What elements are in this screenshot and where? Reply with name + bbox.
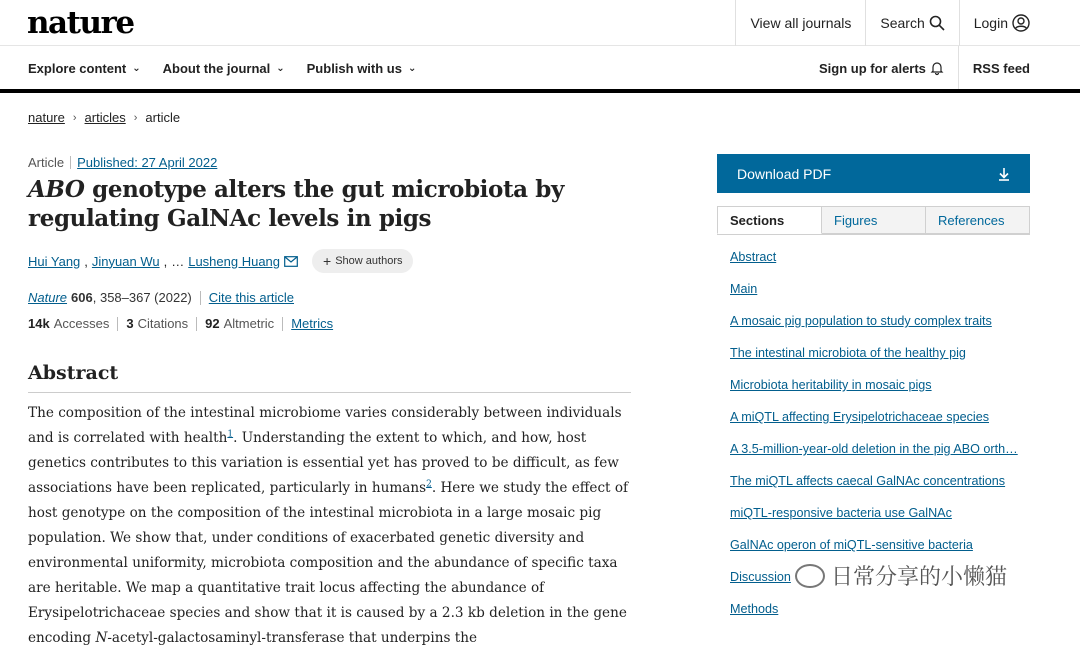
chevron-down-icon: ⌄ xyxy=(132,62,141,74)
breadcrumb xyxy=(28,110,180,125)
article-title xyxy=(28,175,648,233)
top-nav xyxy=(735,0,1080,46)
journal-link[interactable]: Nature xyxy=(28,290,68,305)
login-label: Login xyxy=(973,15,1008,31)
article-type: Article xyxy=(28,155,65,170)
abstract-part: . Understanding the extent to which, and how, host genetics contributes to this variation is essential yet has proved to be difficult, as few associations have been replicated, particularly in humans xyxy=(28,430,619,496)
section-link[interactable]: Main xyxy=(730,282,758,296)
pages: , 358–367 (2022) xyxy=(92,290,192,305)
author-link[interactable]: Hui Yang xyxy=(28,253,81,269)
about-label: About the journal xyxy=(162,60,271,76)
section-link[interactable]: Discussion xyxy=(730,570,791,584)
author-link[interactable]: Jinyuan Wu xyxy=(91,253,160,269)
accesses-label: Accesses xyxy=(53,316,110,331)
author-list xyxy=(28,249,413,273)
published-date[interactable]: Published: 27 April 2022 xyxy=(77,155,218,170)
publish-menu[interactable] xyxy=(307,61,417,76)
divider xyxy=(117,317,118,331)
metrics-line xyxy=(28,316,333,331)
sidebar-tabs xyxy=(717,206,1030,235)
altmetric-count: 92 xyxy=(205,316,220,331)
title-main-part: genotype alters the gut microbiota by regulating GalNAc levels in pigs xyxy=(28,176,564,232)
divider xyxy=(196,317,197,331)
watermark-text: 日常分享的小懒猫 xyxy=(831,564,1008,589)
user-icon xyxy=(1012,14,1030,32)
about-journal-menu[interactable] xyxy=(163,61,285,76)
section-link[interactable]: Abstract xyxy=(730,250,777,264)
divider xyxy=(200,291,201,305)
download-pdf-button[interactable] xyxy=(717,154,1030,193)
publish-label: Publish with us xyxy=(306,60,402,76)
email-icon[interactable] xyxy=(284,256,298,267)
article-meta xyxy=(28,155,217,170)
divider xyxy=(70,156,71,169)
citation-line xyxy=(28,290,294,305)
explore-content-menu[interactable] xyxy=(28,61,141,76)
abstract-rule xyxy=(28,392,631,393)
divider xyxy=(282,317,283,331)
nature-logo[interactable]: nature xyxy=(27,5,134,41)
volume: 606 xyxy=(71,290,93,305)
section-link[interactable]: The miQTL affects caecal GalNAc concentrations xyxy=(730,474,1006,488)
sign-up-alerts-link[interactable] xyxy=(805,46,958,90)
view-journals-label: View all journals xyxy=(750,15,852,31)
abstract-heading: Abstract xyxy=(28,362,119,384)
section-link[interactable]: GalNAc operon of miQTL-sensitive bacteria xyxy=(730,538,973,552)
search-button[interactable] xyxy=(866,0,958,46)
chevron-down-icon: ⌄ xyxy=(407,62,417,74)
breadcrumb-articles[interactable]: articles xyxy=(84,110,126,125)
rss-label: RSS feed xyxy=(972,60,1030,76)
breadcrumb-nature[interactable]: nature xyxy=(28,110,65,125)
download-icon xyxy=(998,167,1010,181)
section-link[interactable]: Microbiota heritability in mosaic pigs xyxy=(730,378,932,392)
plus-icon: + xyxy=(323,253,332,269)
section-link[interactable]: Methods xyxy=(730,602,779,616)
tab-references[interactable]: References xyxy=(926,206,1030,234)
wechat-icon xyxy=(795,564,825,588)
abstract-part: The composition of the intestinal microbiome varies considerably between individuals and is correlated with health xyxy=(28,405,622,446)
login-button[interactable] xyxy=(960,0,1080,46)
reference-link[interactable]: 1 xyxy=(227,429,234,440)
tab-figures[interactable]: Figures xyxy=(822,206,926,234)
breadcrumb-article: article xyxy=(145,110,181,125)
title-italic-part: ABO xyxy=(28,176,85,203)
altmetric-label: Altmetric xyxy=(223,316,275,331)
top-bar xyxy=(0,0,1080,46)
search-label: Search xyxy=(880,15,925,31)
secondary-nav xyxy=(0,46,1080,90)
download-pdf-label: Download PDF xyxy=(737,165,832,182)
section-link[interactable]: The intestinal microbiota of the healthy pig xyxy=(730,346,966,360)
section-link[interactable]: A 3.5-million-year-old deletion in the pig ABO orth… xyxy=(730,442,1018,456)
section-link[interactable]: A mosaic pig population to study complex traits xyxy=(730,314,992,328)
bell-icon xyxy=(930,61,944,75)
alerts-label: Sign up for alerts xyxy=(819,60,926,76)
abstract-italic: N xyxy=(95,630,108,646)
chevron-right-icon: › xyxy=(133,111,138,124)
show-authors-button[interactable] xyxy=(312,249,413,273)
citations-count: 3 xyxy=(126,316,134,331)
search-icon xyxy=(929,15,945,31)
rss-feed-link[interactable] xyxy=(959,46,1080,90)
author-link[interactable]: Lusheng Huang xyxy=(188,253,281,269)
header-rule xyxy=(0,89,1080,93)
chevron-right-icon: › xyxy=(72,111,77,124)
show-authors-label: Show authors xyxy=(335,255,403,267)
view-all-journals-link[interactable] xyxy=(736,0,865,46)
authors-ellipsis: … xyxy=(171,253,185,269)
accesses-count: 14k xyxy=(28,316,50,331)
explore-label: Explore content xyxy=(28,60,127,76)
metrics-link[interactable]: Metrics xyxy=(291,316,334,331)
abstract-part: -acetyl-galactosaminyl-transferase that underpins the xyxy=(107,630,478,646)
tab-sections[interactable]: Sections xyxy=(717,206,822,234)
cite-article-link[interactable]: Cite this article xyxy=(208,290,295,305)
chevron-down-icon: ⌄ xyxy=(276,62,285,74)
comma: , xyxy=(84,253,88,269)
comma: , xyxy=(163,253,168,269)
citations-label: Citations xyxy=(137,316,189,331)
section-link[interactable]: A miQTL affecting Erysipelotrichaceae species xyxy=(730,410,989,424)
abstract-part: . Here we study the effect of host genotype on the composition of the intestinal microbiota in a large mosaic pig population. We show that, under conditions of exacerbated genetic diversity and environmental uniformity, microbiota composition and the abundance of specific taxa are heritable. We map a quantitative trait locus affecting the abundance of Erysipelotrichaceae species and show that it is caused by a 2.3 kb deletion in the gene encoding xyxy=(28,480,629,646)
reference-link[interactable]: 2 xyxy=(426,479,432,490)
section-link[interactable]: miQTL-responsive bacteria use GalNAc xyxy=(730,506,952,520)
abstract-text xyxy=(28,401,633,651)
watermark xyxy=(795,560,1007,591)
